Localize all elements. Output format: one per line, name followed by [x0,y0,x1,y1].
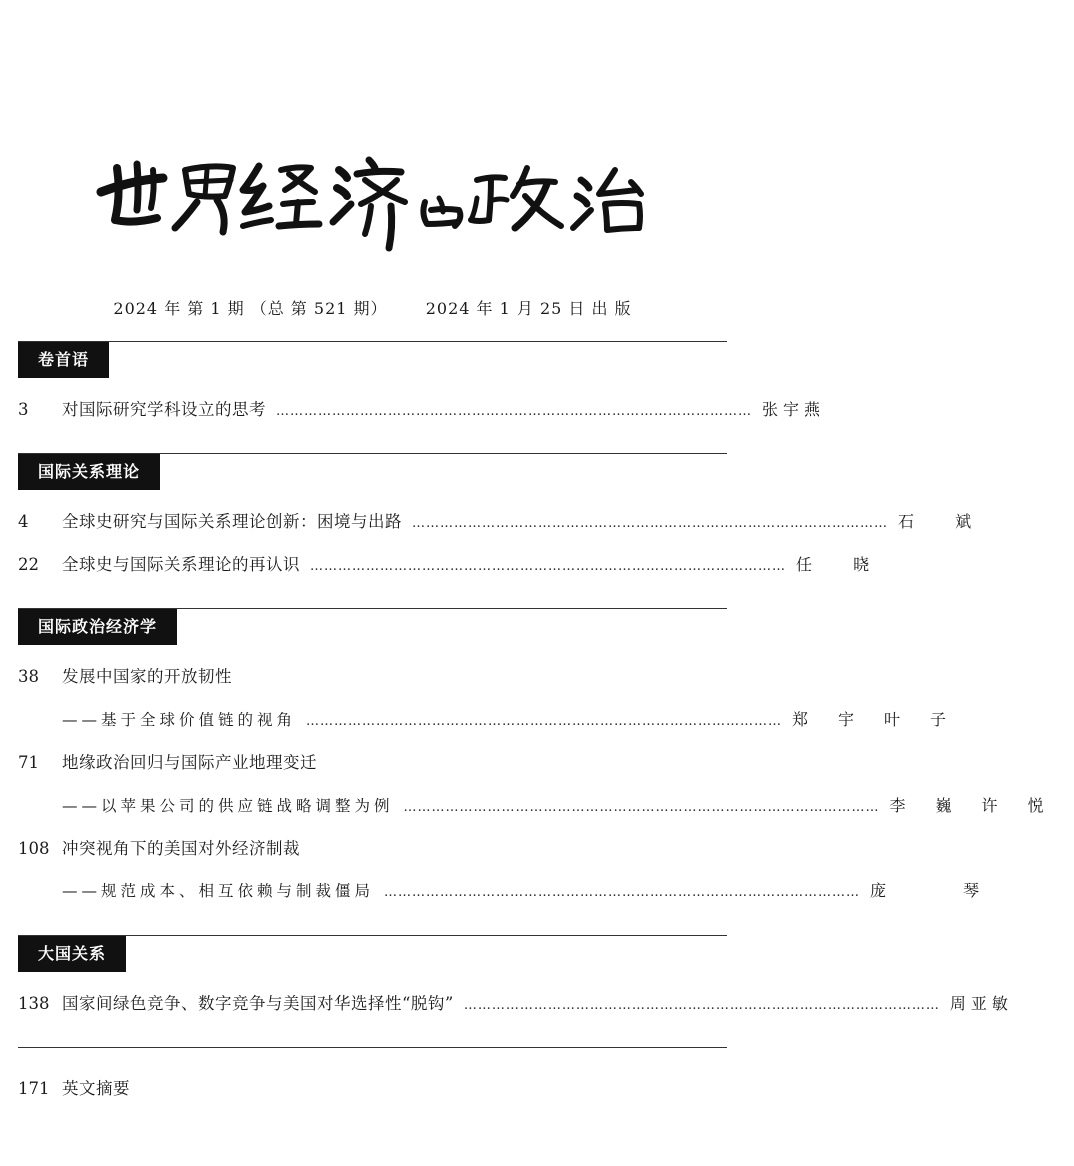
section-divider [18,1047,727,1048]
article-author: 石 斌 [898,512,990,531]
article-author: 任 晓 [796,555,888,574]
page-number: 171 [18,1079,50,1098]
article-title: 全球史研究与国际关系理论创新：困境与出路 [62,512,402,531]
article-title: 国家间绿色竞争、数字竞争与美国对华选择性“脱钩” [62,994,454,1013]
toc-entry[interactable] [18,991,1013,1017]
article-title: 冲突视角下的美国对外经济制裁 [62,839,300,858]
page-number: 22 [18,555,39,574]
dot-leader: ………………………………………………………………………………………… [463,998,940,1013]
section-divider [18,341,727,342]
article-title: 发展中国家的开放韧性 [62,667,232,686]
toc-entry[interactable] [18,836,727,862]
dot-leader: ………………………………………………………………………………………… [276,404,752,419]
toc-entry-appendix[interactable] [18,1076,727,1102]
article-subtitle: ——基于全球价值链的视角 [62,711,297,729]
issue-info [0,296,745,319]
section-header: 国际政治经济学 [18,609,177,645]
article-author: 郑宇叶子 [792,710,977,729]
masthead-calligraphy [93,140,653,250]
toc-entry[interactable] [18,552,888,578]
section-header: 大国关系 [18,936,126,972]
dot-leader: ………………………………………………………………………………………… [306,714,783,729]
article-subtitle: ——规范成本、相互依赖与制裁僵局 [62,882,375,900]
article-author: 庞 琴 [870,881,1016,900]
article-author: 张宇燕 [762,400,826,419]
publication-date: 2024 年 1 月 25 日 出 版 [425,299,632,318]
article-title: 全球史与国际关系理论的再认识 [62,555,300,574]
issue-number: 2024 年 第 1 期 （总 第 521 期） [113,299,388,318]
article-author: 李巍许悦 [889,796,1074,815]
article-title: 地缘政治回归与国际产业地理变迁 [62,753,317,772]
toc-entry[interactable] [18,509,990,535]
toc-entry-subtitle[interactable] [18,707,977,733]
page-number: 3 [18,400,29,419]
dot-leader: ………………………………………………………………………………………… [403,800,880,815]
dot-leader: ………………………………………………………………………………………… [384,885,861,900]
article-title: 对国际研究学科设立的思考 [62,400,266,419]
dot-leader: ………………………………………………………………………………………… [412,516,888,531]
appendix-title: 英文摘要 [62,1079,130,1098]
section-header: 国际关系理论 [18,454,160,490]
page-number: 38 [18,667,39,686]
page-number: 71 [18,753,39,772]
page-number: 108 [18,839,50,858]
dot-leader: ………………………………………………………………………………………… [310,559,786,574]
toc-entry-subtitle[interactable] [18,878,1016,904]
section-header: 卷首语 [18,342,109,378]
page-number: 4 [18,512,29,531]
article-author: 周亚敏 [949,994,1013,1013]
journal-masthead-logo [0,140,745,250]
toc-entry-subtitle[interactable] [18,793,1074,819]
toc-entry[interactable] [18,750,727,776]
page-number: 138 [18,994,50,1013]
toc-entry[interactable] [18,664,727,690]
toc-entry[interactable] [18,397,826,423]
article-subtitle: ——以苹果公司的供应链战略调整为例 [62,797,394,815]
